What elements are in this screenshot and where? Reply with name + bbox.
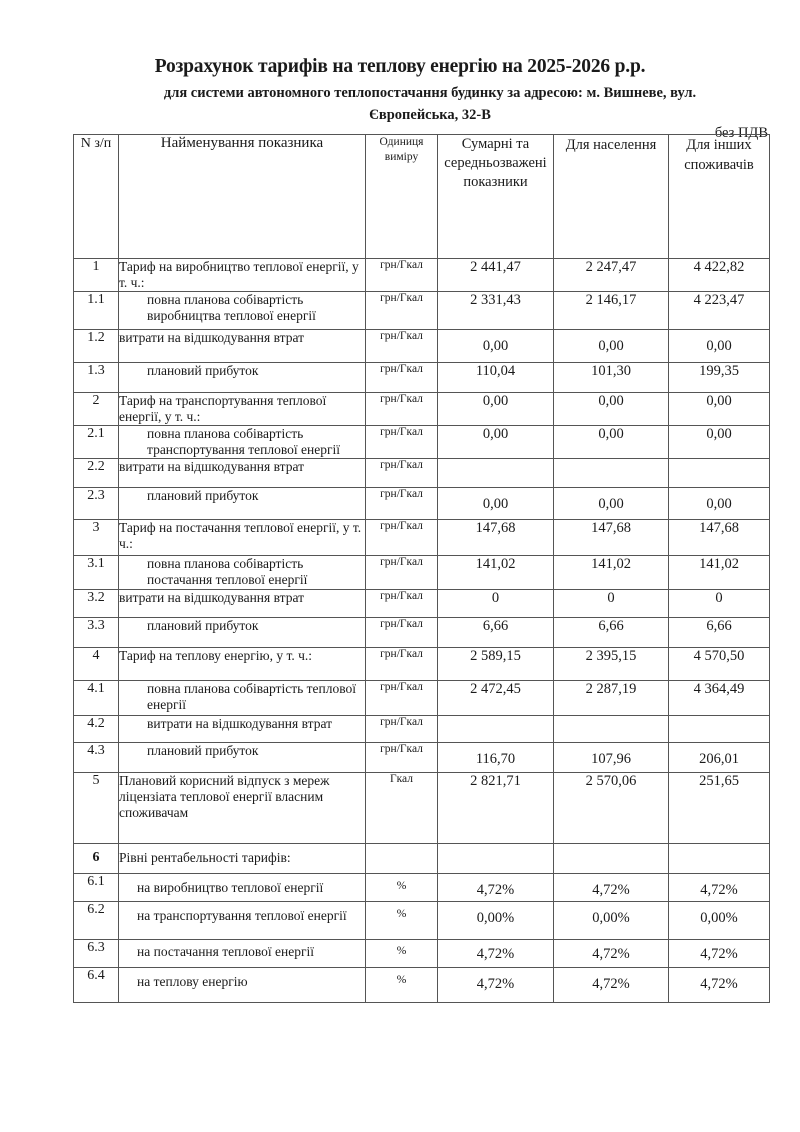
row-population: 2 146,17 (554, 292, 669, 330)
row-num: 3.2 (74, 590, 119, 618)
header-total: Сумарні та середньозважені показники (438, 135, 554, 259)
row-name: Плановий корисний відпуск з мереж ліцензіата теплової енергії власним споживачам (119, 773, 366, 844)
row-num: 3 (74, 520, 119, 556)
table-row (74, 459, 770, 488)
row-population: 0,00 (554, 393, 669, 426)
row-total: 6,66 (438, 618, 554, 648)
header-others: Для інших споживачів (669, 135, 770, 259)
table-row (74, 874, 770, 902)
row-name: плановий прибуток (119, 743, 366, 773)
row-num: 1.2 (74, 330, 119, 363)
row-unit: грн/Гкал (366, 590, 438, 618)
row-others: 0,00% (669, 902, 770, 940)
table-row (74, 902, 770, 940)
header-num: N з/п (74, 135, 119, 259)
header-unit: Одиниця виміру (366, 135, 438, 259)
row-name: Тариф на постачання теплової енергії, у т. ч.: (119, 520, 366, 556)
table-row (74, 681, 770, 716)
row-population: 2 287,19 (554, 681, 669, 716)
header-population: Для населення (554, 135, 669, 259)
row-name: на постачання теплової енергії (119, 940, 366, 968)
row-others: 199,35 (669, 363, 770, 393)
vat-note: без ПДВ (714, 125, 768, 141)
row-total: 141,02 (438, 556, 554, 590)
table-row (74, 743, 770, 773)
row-num: 1.1 (74, 292, 119, 330)
row-num: 4.1 (74, 681, 119, 716)
row-num: 4.2 (74, 716, 119, 743)
row-total: 0 (438, 590, 554, 618)
row-population: 0,00 (554, 330, 669, 363)
row-name: витрати на відшкодування втрат (119, 330, 366, 363)
row-name: витрати на відшкодування втрат (119, 716, 366, 743)
row-num: 1.3 (74, 363, 119, 393)
table-row (74, 292, 770, 330)
row-name: Тариф на виробництво теплової енергії, у т. ч.: (119, 259, 366, 292)
row-population: 4,72% (554, 940, 669, 968)
row-name: повна планова собівартість виробництва теплової енергії (119, 292, 366, 330)
row-total: 116,70 (438, 743, 554, 773)
row-total: 0,00 (438, 488, 554, 520)
row-name: повна планова собівартість транспортування теплової енергії (119, 426, 366, 459)
row-name: повна планова собівартість теплової енергії (119, 681, 366, 716)
row-unit: грн/Гкал (366, 259, 438, 292)
row-population: 2 570,06 (554, 773, 669, 844)
row-unit: грн/Гкал (366, 743, 438, 773)
row-num: 3.3 (74, 618, 119, 648)
row-unit: грн/Гкал (366, 459, 438, 488)
row-num: 6.3 (74, 940, 119, 968)
row-population: 2 395,15 (554, 648, 669, 681)
table-row (74, 590, 770, 618)
row-unit (366, 844, 438, 874)
row-num: 4 (74, 648, 119, 681)
row-others: 147,68 (669, 520, 770, 556)
row-name: на теплову енергію (119, 968, 366, 1003)
row-unit: грн/Гкал (366, 556, 438, 590)
row-total: 0,00% (438, 902, 554, 940)
row-num: 2 (74, 393, 119, 426)
row-unit: Гкал (366, 773, 438, 844)
row-unit: % (366, 902, 438, 940)
row-unit: % (366, 940, 438, 968)
row-population: 141,02 (554, 556, 669, 590)
row-unit: грн/Гкал (366, 363, 438, 393)
row-others: 4 364,49 (669, 681, 770, 716)
row-others (669, 844, 770, 874)
row-others: 4,72% (669, 940, 770, 968)
row-population (554, 844, 669, 874)
row-others: 4,72% (669, 968, 770, 1003)
table-row (74, 968, 770, 1003)
row-others: 4,72% (669, 874, 770, 902)
row-name: витрати на відшкодування втрат (119, 590, 366, 618)
row-unit: % (366, 874, 438, 902)
row-name: Рівні рентабельності тарифів: (119, 844, 366, 874)
table-row (74, 648, 770, 681)
row-unit: % (366, 968, 438, 1003)
row-name: Тариф на транспортування теплової енергії, у т. ч.: (119, 393, 366, 426)
row-num: 6.4 (74, 968, 119, 1003)
row-others: 0,00 (669, 330, 770, 363)
row-total (438, 459, 554, 488)
row-population: 4,72% (554, 874, 669, 902)
row-others: 6,66 (669, 618, 770, 648)
row-others (669, 716, 770, 743)
table-row (74, 556, 770, 590)
row-population: 0,00 (554, 426, 669, 459)
table-row (74, 393, 770, 426)
row-unit: грн/Гкал (366, 426, 438, 459)
row-name: на виробництво теплової енергії (119, 874, 366, 902)
row-total: 4,72% (438, 940, 554, 968)
row-unit: грн/Гкал (366, 520, 438, 556)
row-unit: грн/Гкал (366, 618, 438, 648)
table-row (74, 488, 770, 520)
header-name: Найменування показника (119, 135, 366, 259)
row-num: 6.1 (74, 874, 119, 902)
row-population: 0,00% (554, 902, 669, 940)
row-others: 0,00 (669, 488, 770, 520)
table-row (74, 618, 770, 648)
row-num: 3.1 (74, 556, 119, 590)
row-others: 4 570,50 (669, 648, 770, 681)
table-row (74, 520, 770, 556)
table-row (74, 773, 770, 844)
table-row (74, 259, 770, 292)
row-total: 110,04 (438, 363, 554, 393)
row-total: 147,68 (438, 520, 554, 556)
row-others: 206,01 (669, 743, 770, 773)
row-total (438, 716, 554, 743)
row-total: 0,00 (438, 393, 554, 426)
row-population: 4,72% (554, 968, 669, 1003)
row-name: витрати на відшкодування втрат (119, 459, 366, 488)
table-row (74, 330, 770, 363)
row-num: 6 (74, 844, 119, 874)
row-num: 2.2 (74, 459, 119, 488)
table-row (74, 716, 770, 743)
tariff-table (73, 134, 770, 1003)
row-unit: грн/Гкал (366, 292, 438, 330)
row-total: 0,00 (438, 330, 554, 363)
row-population: 2 247,47 (554, 259, 669, 292)
row-others: 4 422,82 (669, 259, 770, 292)
row-others: 0 (669, 590, 770, 618)
row-unit: грн/Гкал (366, 716, 438, 743)
table-header-row (74, 135, 770, 259)
row-unit: грн/Гкал (366, 681, 438, 716)
row-name: плановий прибуток (119, 363, 366, 393)
table-row (74, 940, 770, 968)
row-num: 5 (74, 773, 119, 844)
row-total: 2 821,71 (438, 773, 554, 844)
table-row (74, 363, 770, 393)
row-name: плановий прибуток (119, 618, 366, 648)
row-total: 2 441,47 (438, 259, 554, 292)
document-subtitle: для системи автономного теплопостачання будинку за адресою: м. Вишневе, вул. Європейська, 32-В (163, 85, 697, 123)
row-num: 2.3 (74, 488, 119, 520)
row-others: 4 223,47 (669, 292, 770, 330)
document-title: Розрахунок тарифів на теплову енергію на 2025-2026 р.р. (154, 56, 646, 77)
row-num: 4.3 (74, 743, 119, 773)
row-population: 147,68 (554, 520, 669, 556)
row-unit: грн/Гкал (366, 393, 438, 426)
row-num: 1 (74, 259, 119, 292)
row-total: 2 331,43 (438, 292, 554, 330)
row-name: Тариф на теплову енергію, у т. ч.: (119, 648, 366, 681)
row-others (669, 459, 770, 488)
row-population (554, 716, 669, 743)
row-total: 2 589,15 (438, 648, 554, 681)
row-num: 2.1 (74, 426, 119, 459)
row-unit: грн/Гкал (366, 648, 438, 681)
row-name: плановий прибуток (119, 488, 366, 520)
row-unit: грн/Гкал (366, 330, 438, 363)
row-population: 101,30 (554, 363, 669, 393)
row-population: 0 (554, 590, 669, 618)
row-others: 251,65 (669, 773, 770, 844)
row-total (438, 844, 554, 874)
table-row (74, 844, 770, 874)
row-total: 2 472,45 (438, 681, 554, 716)
row-name: на транспортування теплової енергії (119, 902, 366, 940)
row-others: 141,02 (669, 556, 770, 590)
row-population: 6,66 (554, 618, 669, 648)
row-total: 4,72% (438, 968, 554, 1003)
row-others: 0,00 (669, 393, 770, 426)
table-row (74, 426, 770, 459)
row-num: 6.2 (74, 902, 119, 940)
row-unit: грн/Гкал (366, 488, 438, 520)
row-total: 4,72% (438, 874, 554, 902)
row-others: 0,00 (669, 426, 770, 459)
row-population: 0,00 (554, 488, 669, 520)
row-population (554, 459, 669, 488)
row-population: 107,96 (554, 743, 669, 773)
row-total: 0,00 (438, 426, 554, 459)
row-name: повна планова собівартість постачання теплової енергії (119, 556, 366, 590)
